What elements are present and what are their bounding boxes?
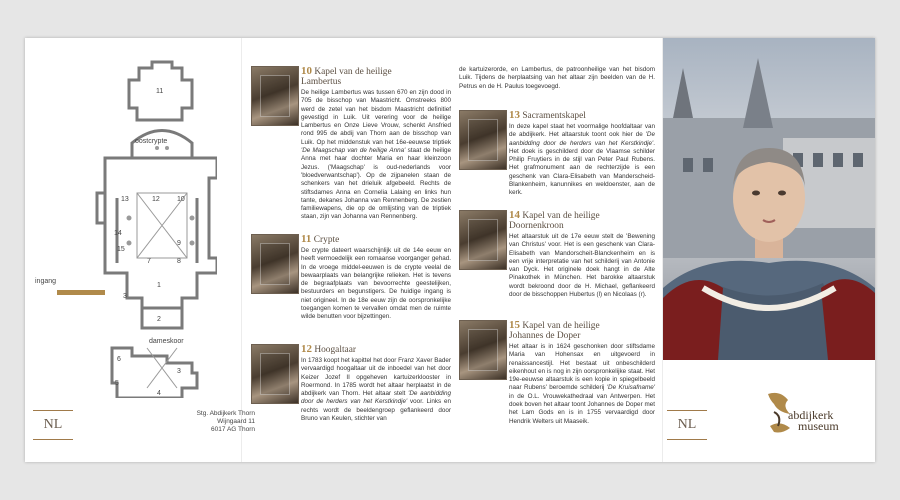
plan-number: 6 [117, 356, 121, 363]
label-ingang: ingang [35, 278, 57, 285]
plan-number: 9 [177, 240, 181, 247]
entry-12-continuation: de kartuizerorde, en Lambertus, de patroonheilige van het bisdom Luik. Tijdens de herplaatsing van het altaar zijn beelden van de H. Petrus en de H. Paulus toegevoegd. [459, 66, 655, 90]
entry-photo [251, 66, 299, 126]
entry-photo [459, 110, 507, 170]
portrait-painting [663, 38, 875, 360]
entry-title: 10 Kapel van de heilige Lambertus [301, 65, 392, 87]
right-text-column [459, 38, 655, 462]
plan-number: 7 [147, 258, 151, 265]
floor-plan-panel [25, 38, 255, 462]
fold-line [241, 38, 242, 462]
label-oostcrypte: oostcrypte [135, 138, 168, 145]
entry-number: 11 [301, 233, 312, 245]
entry-body: In 1783 koopt het kapittel het door Franz Xaver Bader vervaardigd hoogaltaar uit de inboedel van het door Keizer Jozef II opgeheven kartuizerklooster in Roermond. In 1785 wordt het altaar herplaatst in de abdijkerk van Thorn. Het altaar stelt 'De aanbidding door de herders van het Kerstkindje' voor. Links en rechts wordt de beeldengroep geflankeerd door Bruno van Keulen, stichter van [301, 357, 451, 423]
plan-number: 15 [117, 246, 125, 253]
entry-title: 13 Sacramentskapel [509, 109, 586, 121]
address-block [175, 410, 255, 434]
plan-number: 12 [152, 196, 160, 203]
entry-body: In deze kapel staat het voormalige hoofdaltaar van de abdijkerk. Het altaarstuk toont ook hier de 'De aanbidding door de herders van het Kerstkindje'. Het doek is geschilderd door de Vlaamse schilder Philip Fruytiers in de stijl van Peter Paul Rubens. Het grafmonument aan de rechterzijde is een geschenk van Clara-Elisabeth van Manderscheid-Blankenheim, kanunnikes en weldoenster, aan de kerk. [509, 123, 655, 197]
entry-title: 11 Crypte [301, 233, 340, 245]
plan-number: 5 [115, 380, 119, 387]
entry-number: 14 [509, 209, 520, 221]
address-line: Stg. Abdijkerk Thorn [196, 410, 255, 417]
entry-body: De heilige Lambertus was tussen 670 en zijn dood in 705 de bisschop van Maastricht. Omstreeks 800 werd de zetel van het bisdom Maastricht definitief gevestigd in Luik. Uit verering voor de heilige Lambertus en Onze Lieve Vrouw, schenkt Ansfried rond 995 de abdij van Thorn aan de bisschop van Luik. Op het middenstuk van het 16e-eeuwse triptiek 'De Maagschap van de heilige Anna' staat de heilige Anna met haar dochter Maria en haar kleinzoon Jezus. ('Maagschap' is oud-nederlands voor 'bloedverwantschap'). Op de zijpanelen staan de schenkers van het drieluik afgebeeld. Rechts de stiftsdames Anna en Cornelia Lalaing en links hun tante, dekanes Johanna van Rennenberg. De zestien familiewapens, die op de omlijsting van de triptiek staan, zijn van Johanna van Rennenberg. [301, 89, 452, 221]
plan-number: 3 [123, 293, 127, 300]
entry-11 [251, 234, 451, 322]
logo-text: abdijkerk museum [788, 408, 839, 433]
entry-body: De crypte dateert waarschijnlijk uit de 14e eeuw en heeft vermoedelijk een romaanse voorganger gehad. In de vroege middel-eeuwen is de crypte veelal de bewaarplaats van belangrijke relieken. Het is tevens de begraafplaats van bevoorrechte geestelijken, bestuurders en begunstigers. De huidige ingang is niet origineel. In de 18e eeuw zijn de oorspronkelijke toegangen komen te vervallen omdat men de ruimte wilde benutten voor bijzettingen. [301, 247, 451, 321]
entry-number: 13 [509, 109, 520, 121]
floor-plan-drawing [57, 58, 217, 398]
plan-number: 2 [157, 316, 161, 323]
plan-number: 1 [157, 282, 161, 289]
church-floor-plan [35, 58, 217, 398]
entry-body: Het altaar is in 1624 geschonken door stiftsdame Maria van Hohensax en uitgevoerd in renaissancestijl. Het bestaat uit onbeschilderd eikenhout en is nog in zijn oorspronkelijke staat. Het 19e-eeuwse altaarstuk is een kopie in spiegelbeeld naar Rubens' beroemde schilderij 'De Kruisafname' in de O.L. Vrouwekathedraal van Antwerpen. Het doek boven het altaar toont Johannes de Doper met het Lam Gods en is in 1755 vervaardigd door Hendrik Welters uit Maaseik. [509, 343, 655, 425]
portrait-illustration [663, 38, 875, 360]
plan-number: 11 [156, 88, 164, 95]
plan-number: 10 [177, 196, 185, 203]
entry-title: 12 Hoogaltaar [301, 343, 356, 355]
entry-number: 15 [509, 319, 520, 331]
brochure-sheet [25, 38, 875, 462]
entry-photo [251, 344, 299, 404]
entry-number: 12 [301, 343, 312, 355]
entry-number: 10 [301, 65, 312, 77]
middle-column [251, 38, 451, 462]
address-line: Wijngaard 11 [217, 418, 255, 425]
entry-10 [251, 66, 451, 222]
plan-number: 8 [177, 258, 181, 265]
entry-body: Het altaarstuk uit de 17e eeuw stelt de 'Bewening van Christus' voor. Het is een geschenk van Clara-Elisabeth van Mandorscheit-Blanckenheim en is een vrije interpretatie van het schilderij van Antonie van Dyck. Het originele doek hangt in de Alte Pinakothek in München. Het barokke altaarstuk wordt bekroond door de H. Michael, geflankeerd door de bisschoppen Hubertus (l) en Nicolaas (r). [509, 233, 655, 299]
plan-number: 13 [121, 196, 129, 203]
address-line: 6017 AG Thorn [211, 426, 255, 433]
entry-15 [459, 320, 655, 426]
plan-number: 3 [177, 368, 181, 375]
label-dameskoor: dameskoor [149, 338, 184, 345]
entry-13 [459, 110, 655, 198]
entry-14 [459, 210, 655, 299]
entry-12 [251, 344, 451, 423]
plan-number: 14 [114, 230, 122, 237]
language-badge-nl: NL [33, 410, 73, 440]
entry-photo [459, 320, 507, 380]
plan-number: 4 [157, 390, 161, 397]
entry-title: 15 Kapel van de heilige Johannes de Doper [509, 319, 600, 341]
entry-title: 14 Kapel van de heilige Doornenkroon [509, 209, 600, 231]
entry-photo [251, 234, 299, 294]
abdijkerk-museum-logo [760, 386, 870, 446]
language-badge-nl: NL [667, 410, 707, 440]
entry-photo [459, 210, 507, 270]
